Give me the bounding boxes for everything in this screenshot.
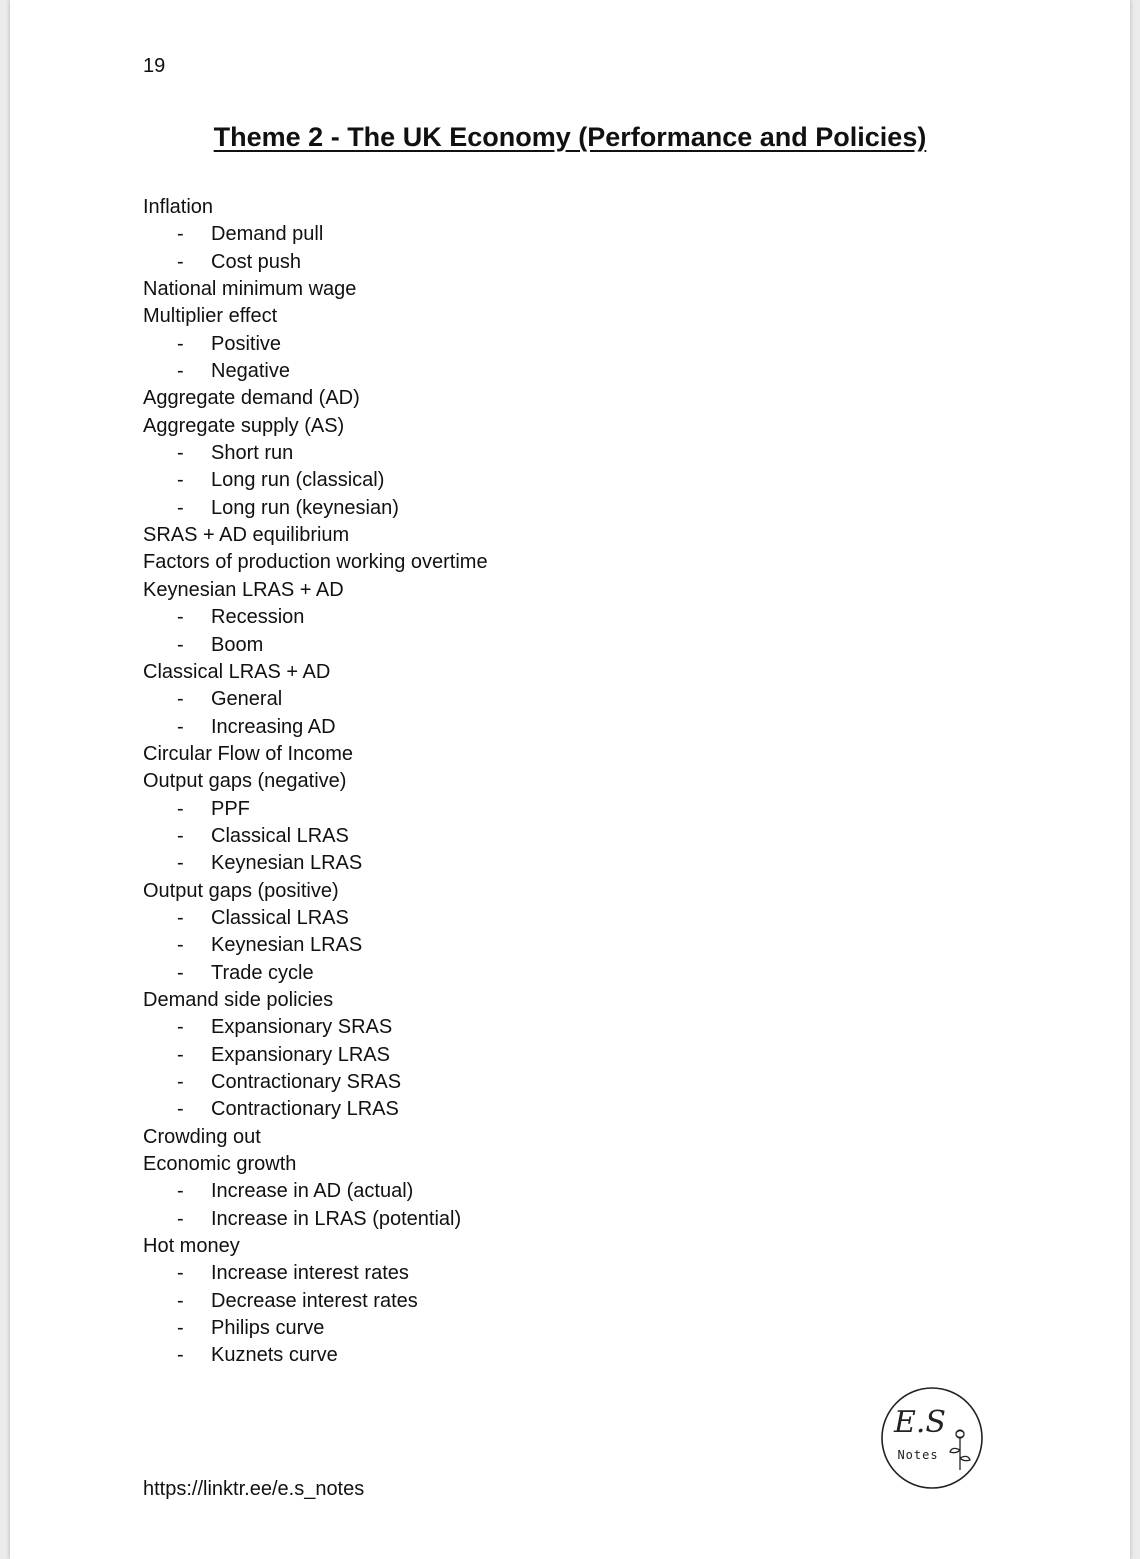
outline-subtopic-label: Short run (211, 442, 294, 465)
bullet-dash: - (177, 906, 184, 929)
outline-topic: Circular Flow of Income (143, 742, 354, 765)
bullet-dash: - (177, 1071, 184, 1093)
outline-subtopic-label: Contractionary SRAS (211, 1071, 402, 1093)
outline-topic: Demand side policies (143, 988, 334, 1011)
outline-subtopic-label: Increasing AD (211, 715, 336, 738)
outline-subtopic-label: Kuznets curve (211, 1344, 338, 1367)
outline-subtopic (143, 1342, 488, 1369)
logo-caption: Notes (897, 1448, 939, 1462)
outline-topic: Aggregate demand (AD) (143, 387, 360, 410)
outline-subtopic (143, 1315, 488, 1342)
outline-subtopic (143, 331, 488, 358)
outline-subtopic-label: Contractionary LRAS (211, 1098, 399, 1121)
bullet-dash: - (177, 1043, 184, 1066)
outline-subtopic-label: Expansionary LRAS (211, 1043, 390, 1066)
outline-subtopic (143, 1014, 488, 1041)
bullet-dash: - (177, 223, 184, 246)
bullet-dash: - (177, 606, 184, 629)
outline-subtopic (143, 1069, 488, 1096)
outline-subtopic-label: Classical LRAS (211, 824, 349, 847)
outline-subtopic (143, 467, 488, 494)
outline-subtopic-label: Long run (classical) (211, 469, 385, 492)
outline-subtopic (143, 1288, 488, 1315)
outline-subtopic-label: Expansionary SRAS (211, 1016, 393, 1039)
outline-subtopic (143, 823, 488, 850)
outline-subtopic-label: Increase in LRAS (potential) (211, 1207, 462, 1230)
bullet-dash: - (177, 1016, 184, 1039)
outline-subtopic-label: Cost push (211, 250, 302, 273)
outline-subtopic (143, 1260, 488, 1287)
outline-topic: National minimum wage (143, 278, 357, 301)
outline-subtopic (143, 714, 488, 741)
outline-subtopic-label: Keynesian LRAS (211, 852, 363, 875)
outline-topic: SRAS + AD equilibrium (143, 524, 350, 547)
outline-subtopic-label: PPF (211, 797, 250, 820)
outline-subtopic-label: Keynesian LRAS (211, 934, 363, 957)
outline-subtopic (143, 440, 488, 467)
bullet-dash: - (177, 1180, 184, 1203)
document-page (10, 0, 1130, 1559)
outline-subtopic-label: General (211, 688, 283, 711)
outline-subtopic (143, 249, 488, 276)
bullet-dash: - (177, 824, 184, 847)
bullet-dash: - (177, 332, 184, 355)
outline-subtopic (143, 604, 488, 631)
outline-subtopic (143, 1042, 488, 1069)
outline-subtopic (143, 850, 488, 877)
bullet-dash: - (177, 688, 184, 711)
bullet-dash: - (177, 1262, 184, 1285)
bullet-dash: - (177, 1207, 184, 1230)
bullet-dash: - (177, 715, 184, 738)
outline-topic: Hot money (143, 1235, 240, 1258)
page-title: Theme 2 - The UK Economy (Performance and Policies) (213, 122, 927, 152)
bullet-dash: - (177, 496, 184, 519)
outline-subtopic-label: Negative (211, 360, 290, 383)
outline-subtopic (143, 1206, 488, 1233)
bullet-dash: - (177, 1098, 184, 1121)
bullet-dash: - (177, 852, 184, 875)
bullet-dash: - (177, 1317, 184, 1340)
outline-topic: Inflation (143, 196, 214, 218)
outline-topic: Multiplier effect (143, 305, 278, 328)
es-notes-logo (880, 1386, 984, 1490)
logo-monogram: E.S (894, 1405, 946, 1440)
outline-subtopic-label: Positive (211, 332, 282, 355)
outline-subtopic (143, 905, 488, 932)
outline-topic: Keynesian LRAS + AD (143, 578, 344, 601)
outline-subtopic-label: Long run (keynesian) (211, 496, 399, 519)
bullet-dash: - (177, 1289, 184, 1312)
bullet-dash: - (177, 442, 184, 465)
outline-subtopic (143, 960, 488, 987)
outline-subtopic (143, 358, 488, 385)
outline-subtopic (143, 1096, 488, 1123)
outline-subtopic (143, 1178, 488, 1205)
bullet-dash: - (177, 633, 184, 656)
outline-topic: Crowding out (143, 1125, 261, 1148)
outline-subtopic-label: Increase interest rates (211, 1262, 409, 1285)
outline-subtopic-label: Philips curve (211, 1317, 325, 1340)
outline-subtopic (143, 796, 488, 823)
outline-subtopic-label: Recession (211, 606, 305, 629)
footer-link[interactable]: https://linktr.ee/e.s_notes (143, 1478, 365, 1500)
outline-subtopic-label: Increase in AD (actual) (211, 1180, 414, 1203)
outline-subtopic (143, 686, 488, 713)
outline-subtopic-label: Decrease interest rates (211, 1289, 418, 1312)
bullet-dash: - (177, 469, 184, 492)
outline-topic: Output gaps (positive) (143, 879, 339, 902)
outline-topic: Output gaps (negative) (143, 770, 347, 793)
bullet-dash: - (177, 1344, 184, 1367)
outline-subtopic-label: Boom (211, 633, 264, 656)
outline-topic: Aggregate supply (AS) (143, 414, 345, 437)
outline-subtopic (143, 221, 488, 248)
outline-subtopic (143, 632, 488, 659)
bullet-dash: - (177, 797, 184, 820)
bullet-dash: - (177, 360, 184, 383)
outline-subtopic-label: Trade cycle (211, 961, 314, 984)
outline-subtopic-label: Classical LRAS (211, 906, 349, 929)
topic-outline (143, 194, 488, 1370)
page-number: 19 (143, 55, 166, 77)
bullet-dash: - (177, 934, 184, 957)
outline-topic: Economic growth (143, 1153, 297, 1176)
outline-topic: Factors of production working overtime (143, 551, 488, 574)
outline-subtopic (143, 495, 488, 522)
bullet-dash: - (177, 961, 184, 984)
rose-icon (950, 1430, 970, 1470)
bullet-dash: - (177, 250, 184, 273)
outline-subtopic (143, 932, 488, 959)
outline-subtopic-label: Demand pull (211, 223, 324, 246)
outline-topic: Classical LRAS + AD (143, 660, 331, 683)
